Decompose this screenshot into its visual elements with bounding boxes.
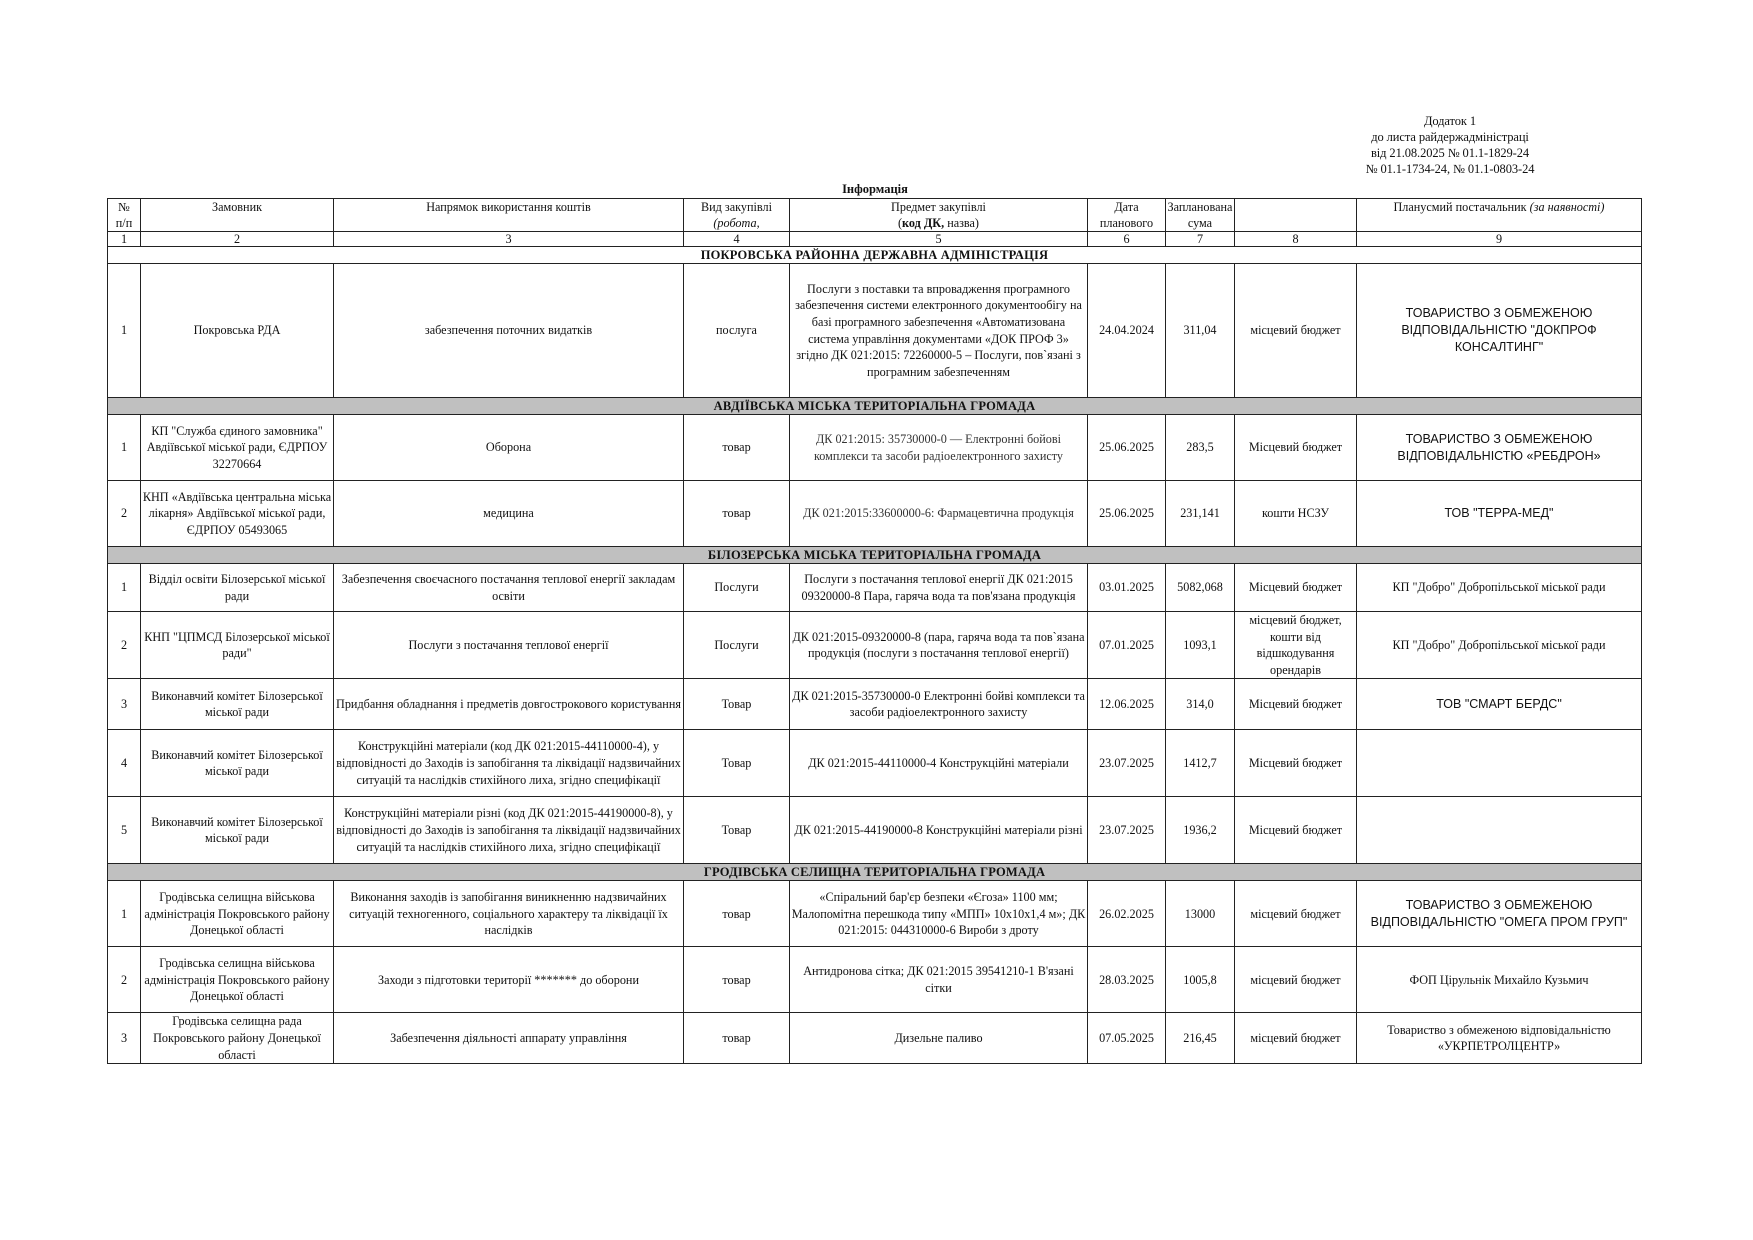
- cell-type: Послуги: [684, 564, 790, 612]
- cell-subject: «Спіральний бар'єр безпеки «Єгоза» 1100 мм; Малопомітна перешкода типу «МПП» 10х10х1,4 м»; ДК 021:2015: 044310000-6 Вироби з дроту: [790, 881, 1088, 947]
- cell-customer: Відділ освіти Білозерської міської ради: [141, 564, 334, 612]
- cell-type: Товар: [684, 730, 790, 797]
- cell-direction: Придбання обладнання і предметів довгострокового користування: [334, 679, 684, 730]
- cell-customer: Гродівська селищна військова адміністрація Покровського району Донецької області: [141, 947, 334, 1013]
- cell-type: товар: [684, 881, 790, 947]
- cell-sum: 311,04: [1166, 264, 1235, 398]
- cell-funding-source: Місцевий бюджет: [1235, 730, 1357, 797]
- cell-supplier: КП "Добро" Добропільської міської ради: [1357, 564, 1642, 612]
- cell-sum: 1093,1: [1166, 612, 1235, 679]
- section-row: [108, 864, 1642, 881]
- cell-supplier: ТОВ "ТЕРРА-МЕД": [1357, 481, 1642, 547]
- header-sum: Запланована сума: [1166, 199, 1235, 232]
- cell-subject: ДК 021:2015-44190000-8 Конструкційні матеріали різні: [790, 797, 1088, 864]
- cell-subject: Послуги з поставки та впровадження програмного забезпечення системи електронного документообігу на базі програмного забезпечення «Автоматизована система управління документами «ДОК ПРОФ 3» згідно ДК 021:2015: 72260000-5 – Послуги, пов`язані з програмним забезпеченням: [790, 264, 1088, 398]
- table-row: [108, 481, 1642, 547]
- cell-sum: 314,0: [1166, 679, 1235, 730]
- column-number: 3: [334, 232, 684, 247]
- cell-direction: Оборона: [334, 415, 684, 481]
- cell-subject: ДК 021:2015-35730000-0 Електронні бойві комплекси та засоби радіоелектронного захисту: [790, 679, 1088, 730]
- cell-type: товар: [684, 947, 790, 1013]
- header-num: № п/п: [108, 199, 141, 232]
- cell-supplier: КП "Добро" Добропільської міської ради: [1357, 612, 1642, 679]
- cell-funding-source: кошти НСЗУ: [1235, 481, 1357, 547]
- cell-subject: ДК 021:2015-09320000-8 (пара, гаряча вода та пов`язана продукція (послуги з постачання теплової енергії): [790, 612, 1088, 679]
- cell-num: 2: [108, 947, 141, 1013]
- table-row: [108, 564, 1642, 612]
- cell-sum: 1005,8: [1166, 947, 1235, 1013]
- cell-customer: Гродівська селищна рада Покровського району Донецької області: [141, 1013, 334, 1064]
- column-number: 6: [1088, 232, 1166, 247]
- cell-sum: 13000: [1166, 881, 1235, 947]
- cell-sum: 216,45: [1166, 1013, 1235, 1064]
- table-row: [108, 679, 1642, 730]
- cell-type: товар: [684, 481, 790, 547]
- column-number: 4: [684, 232, 790, 247]
- cell-funding-source: місцевий бюджет: [1235, 1013, 1357, 1064]
- cell-date: 07.05.2025: [1088, 1013, 1166, 1064]
- cell-direction: медицина: [334, 481, 684, 547]
- cell-num: 3: [108, 1013, 141, 1064]
- cell-date: 07.01.2025: [1088, 612, 1166, 679]
- table-row: [108, 797, 1642, 864]
- table-body: [108, 247, 1642, 1064]
- cell-supplier: [1357, 730, 1642, 797]
- cell-type: послуга: [684, 264, 790, 398]
- cell-sum: 5082,068: [1166, 564, 1235, 612]
- cell-customer: Виконавчий комітет Білозерської міської ради: [141, 797, 334, 864]
- cell-customer: Виконавчий комітет Білозерської міської ради: [141, 730, 334, 797]
- column-number: 9: [1357, 232, 1642, 247]
- cell-funding-source: місцевий бюджет: [1235, 264, 1357, 398]
- cell-num: 1: [108, 564, 141, 612]
- cell-date: 23.07.2025: [1088, 797, 1166, 864]
- header-subject: Предмет закупівлі (код ДК, назва): [790, 199, 1088, 232]
- cell-subject: ДК 021:2015: 35730000-0 — Електронні бойові комплекси та засоби радіоелектронного захисту: [790, 415, 1088, 481]
- header-row: [108, 199, 1642, 232]
- table-row: [108, 612, 1642, 679]
- cell-num: 1: [108, 881, 141, 947]
- cell-date: 23.07.2025: [1088, 730, 1166, 797]
- annex-line-1: Додаток 1: [1423, 114, 1477, 128]
- table-row: [108, 881, 1642, 947]
- cell-funding-source: місцевий бюджет, кошти від відшкодування орендарів: [1235, 612, 1357, 679]
- header-funding-source: [1235, 199, 1357, 232]
- cell-direction: Конструкційні матеріали (код ДК 021:2015-44110000-4), у відповідності до Заходів із запобігання та ліквідації надзвичайних ситуацій та наслідків стихійного лиха, згідно специфікації: [334, 730, 684, 797]
- cell-date: 25.06.2025: [1088, 481, 1166, 547]
- cell-direction: Послуги з постачання теплової енергії: [334, 612, 684, 679]
- cell-num: 2: [108, 481, 141, 547]
- cell-funding-source: Місцевий бюджет: [1235, 415, 1357, 481]
- column-numbers-row: [108, 232, 1642, 247]
- column-number: 7: [1166, 232, 1235, 247]
- cell-funding-source: Місцевий бюджет: [1235, 679, 1357, 730]
- cell-funding-source: місцевий бюджет: [1235, 947, 1357, 1013]
- cell-supplier: [1357, 797, 1642, 864]
- cell-supplier: ТОВАРИСТВО З ОБМЕЖЕНОЮ ВІДПОВІДАЛЬНІСТЮ «РЕБДРОН»: [1357, 415, 1642, 481]
- cell-date: 26.02.2025: [1088, 881, 1166, 947]
- column-number: 2: [141, 232, 334, 247]
- section-title: БІЛОЗЕРСЬКА МІСЬКА ТЕРИТОРІАЛЬНА ГРОМАДА: [108, 547, 1642, 564]
- header-date: Дата планового: [1088, 199, 1166, 232]
- cell-type: товар: [684, 1013, 790, 1064]
- cell-customer: КП "Служба єдиного замовника" Авдіївської міської ради, ЄДРПОУ 32270664: [141, 415, 334, 481]
- table-row: [108, 415, 1642, 481]
- cell-num: 1: [108, 415, 141, 481]
- cell-subject: Дизельне паливо: [790, 1013, 1088, 1064]
- procurement-table: [107, 198, 1642, 1064]
- header-supplier: Планусмий постачальник (за наявності): [1357, 199, 1642, 232]
- table-row: [108, 1013, 1642, 1064]
- cell-type: Товар: [684, 679, 790, 730]
- section-row: [108, 247, 1642, 264]
- annex-line-4: № 01.1-1734-24, № 01.1-0803-24: [1365, 162, 1535, 176]
- cell-sum: 283,5: [1166, 415, 1235, 481]
- cell-sum: 1412,7: [1166, 730, 1235, 797]
- section-title: АВДІЇВСЬКА МІСЬКА ТЕРИТОРІАЛЬНА ГРОМАДА: [108, 398, 1642, 415]
- cell-num: 1: [108, 264, 141, 398]
- cell-date: 03.01.2025: [1088, 564, 1166, 612]
- header-type: Вид закупівлі (робота,: [684, 199, 790, 232]
- cell-supplier: ТОВ "СМАРТ БЕРДС": [1357, 679, 1642, 730]
- cell-customer: Покровська РДА: [141, 264, 334, 398]
- cell-supplier: Товариство з обмеженою відповідальністю «УКРПЕТРОЛЦЕНТР»: [1357, 1013, 1642, 1064]
- header-direction: Напрямок використання коштів: [334, 199, 684, 232]
- cell-customer: Гродівська селищна військова адміністрація Покровського району Донецької області: [141, 881, 334, 947]
- header-customer: Замовник: [141, 199, 334, 232]
- cell-direction: Конструкційні матеріали різні (код ДК 021:2015-44190000-8), у відповідності до Заходів із запобігання та ліквідації надзвичайних ситуацій та наслідків стихійного лиха, згідно специфікації: [334, 797, 684, 864]
- column-number: 8: [1235, 232, 1357, 247]
- cell-type: Товар: [684, 797, 790, 864]
- table-row: [108, 730, 1642, 797]
- cell-subject: ДК 021:2015:33600000-6: Фармацевтична продукція: [790, 481, 1088, 547]
- cell-funding-source: Місцевий бюджет: [1235, 564, 1357, 612]
- section-row: [108, 547, 1642, 564]
- section-row: [108, 398, 1642, 415]
- cell-date: 25.06.2025: [1088, 415, 1166, 481]
- cell-direction: Заходи з підготовки території ******* до оборони: [334, 947, 684, 1013]
- annex-line-3: від 21.08.2025 № 01.1-1829-24: [1370, 146, 1530, 160]
- cell-num: 4: [108, 730, 141, 797]
- cell-supplier: ФОП Цірульнік Михайло Кузьмич: [1357, 947, 1642, 1013]
- annex-note: [1350, 113, 1550, 177]
- cell-customer: КНП «Авдіївська центральна міська лікарня» Авдіївської міської ради, ЄДРПОУ 05493065: [141, 481, 334, 547]
- column-number: 1: [108, 232, 141, 247]
- cell-type: Послуги: [684, 612, 790, 679]
- cell-type: товар: [684, 415, 790, 481]
- table-row: [108, 947, 1642, 1013]
- cell-customer: Виконавчий комітет Білозерської міської ради: [141, 679, 334, 730]
- column-number: 5: [790, 232, 1088, 247]
- cell-direction: Забезпечення своєчасного постачання теплової енергії закладам освіти: [334, 564, 684, 612]
- cell-direction: Виконання заходів із запобігання виникненню надзвичайних ситуацій техногенного, соціального характеру та ліквідації їх наслідків: [334, 881, 684, 947]
- cell-funding-source: Місцевий бюджет: [1235, 797, 1357, 864]
- annex-line-2: до листа райдержадміністраці: [1371, 130, 1529, 144]
- cell-sum: 1936,2: [1166, 797, 1235, 864]
- table-row: [108, 264, 1642, 398]
- cell-date: 12.06.2025: [1088, 679, 1166, 730]
- cell-num: 5: [108, 797, 141, 864]
- cell-num: 2: [108, 612, 141, 679]
- section-title: ПОКРОВСЬКА РАЙОННА ДЕРЖАВНА АДМІНІСТРАЦІЯ: [108, 247, 1642, 264]
- cell-sum: 231,141: [1166, 481, 1235, 547]
- cell-num: 3: [108, 679, 141, 730]
- cell-subject: Послуги з постачання теплової енергії ДК 021:2015 09320000-8 Пара, гаряча вода та пов'язана продукція: [790, 564, 1088, 612]
- cell-supplier: ТОВАРИСТВО З ОБМЕЖЕНОЮ ВІДПОВІДАЛЬНІСТЮ "ДОКПРОФ КОНСАЛТИНГ": [1357, 264, 1642, 398]
- cell-date: 28.03.2025: [1088, 947, 1166, 1013]
- document-title: Інформація: [842, 182, 908, 196]
- cell-direction: забезпечення поточних видатків: [334, 264, 684, 398]
- cell-customer: КНП "ЦПМСД Білозерської міської ради": [141, 612, 334, 679]
- cell-direction: Забезпечення діяльності аппарату управління: [334, 1013, 684, 1064]
- cell-subject: ДК 021:2015-44110000-4 Конструкційні матеріали: [790, 730, 1088, 797]
- cell-date: 24.04.2024: [1088, 264, 1166, 398]
- cell-funding-source: місцевий бюджет: [1235, 881, 1357, 947]
- cell-supplier: ТОВАРИСТВО З ОБМЕЖЕНОЮ ВІДПОВІДАЛЬНІСТЮ "ОМЕГА ПРОМ ГРУП": [1357, 881, 1642, 947]
- section-title: ГРОДІВСЬКА СЕЛИЩНА ТЕРИТОРІАЛЬНА ГРОМАДА: [108, 864, 1642, 881]
- cell-subject: Антидронова сітка; ДК 021:2015 39541210-1 В'язані сітки: [790, 947, 1088, 1013]
